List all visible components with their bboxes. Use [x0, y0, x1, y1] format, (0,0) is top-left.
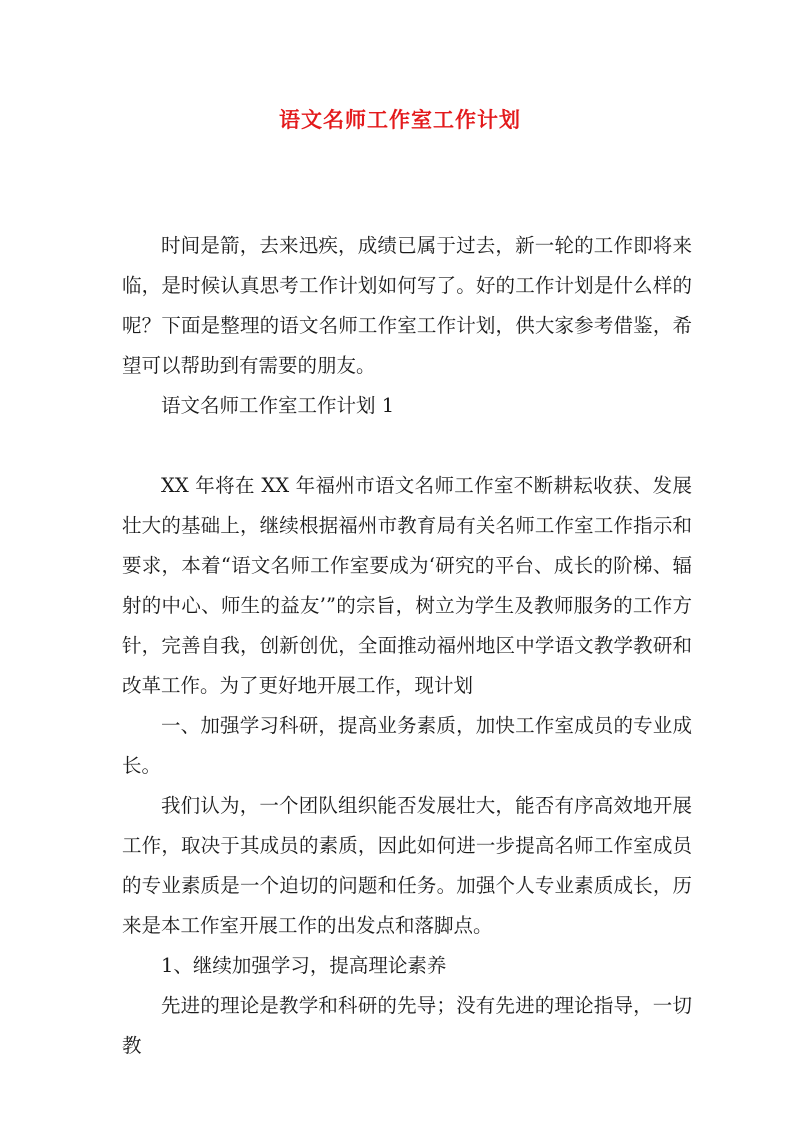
- paragraph-subpoint-one: 1、继续加强学习，提高理论素养: [161, 954, 447, 977]
- paragraph-point-one: 一、加强学习科研，提高业务素质，加快工作室成员的专业成长。: [122, 714, 692, 777]
- intro-section: [122, 226, 692, 426]
- intro-paragraph: 时间是箭，去来迅疾，成绩已属于过去，新一轮的工作即将来临，是时候认真思考工作计划如何写了。好的工作计划是什么样的呢？下面是整理的语文名师工作室工作计划，供大家参考借鉴，希望可以帮助到有需要的朋友。: [122, 234, 692, 377]
- plan-1-heading: 语文名师工作室工作计划 1: [161, 394, 395, 417]
- paragraph-team-quality: 我们认为，一个团队组织能否发展壮大，能否有序高效地开展工作，取决于其成员的素质，因此如何进一步提高名师工作室成员的专业素质是一个迫切的问题和任务。加强个人专业素质成长，历来是本工作室开展工作的出发点和落脚点。: [122, 794, 692, 937]
- paragraph-theory: 先进的理论是教学和科研的先导；没有先进的理论指导，一切教: [122, 994, 692, 1057]
- plan-1-section: [122, 466, 692, 1066]
- document-title: 语文名师工作室工作计划: [279, 107, 521, 132]
- paragraph-basis: XX 年将在 XX 年福州市语文名师工作室不断耕耘收获、发展壮大的基础上，继续根据福州市教育局有关名师工作室工作指示和要求，本着“语文名师工作室要成为‘研究的平台、成长的阶梯、辐射的中心、师生的益友’”的宗旨，树立为学生及教师服务的工作方针，完善自我，创新创优，全面推动福州地区中学语文教学教研和改革工作。为了更好地开展工作，现计划: [122, 474, 692, 697]
